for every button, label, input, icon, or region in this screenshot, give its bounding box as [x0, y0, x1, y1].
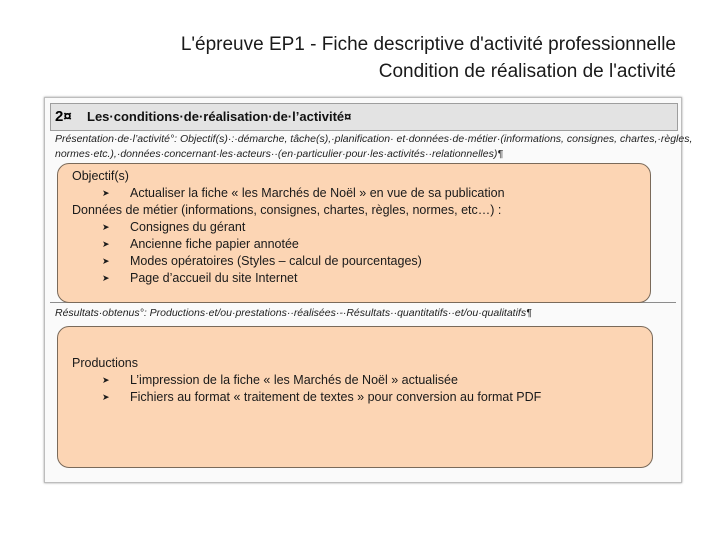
section-header [50, 103, 678, 131]
arrow-bullet-icon: ➤ [102, 222, 110, 232]
list-item: ➤ Page d’accueil du site Internet [102, 271, 298, 285]
presentation-line-2: normes·etc.),·données·concernant·les·acteurs··(en·particulier·pour·les·activités··relationnelles)¶ [55, 148, 503, 160]
productions-box [57, 326, 653, 468]
list-item: ➤ Modes opératoires (Styles – calcul de pourcentages) [102, 254, 422, 268]
arrow-bullet-icon: ➤ [102, 273, 110, 283]
slide-title-line2: Condition de réalisation de l'activité [378, 61, 676, 82]
data-heading: Données de métier (informations, consignes, chartes, règles, normes, etc…) : [72, 203, 502, 217]
productions-heading: Productions [72, 356, 139, 370]
objectives-box [57, 163, 651, 303]
presentation-line-1: Présentation·de·l’activité°: Objectif(s)·:·démarche, tâche(s),·planification· et·données·de·métier·(informations, consignes, chartes,·règles, [55, 133, 693, 145]
arrow-bullet-icon: ➤ [102, 239, 110, 249]
list-item: ➤ Consignes du gérant [102, 220, 246, 234]
section-number: 2¤ [55, 108, 72, 125]
list-item: ➤ Actualiser la fiche « les Marchés de Noël » en vue de sa publication [102, 186, 505, 200]
slide-title-line1: L'épreuve EP1 - Fiche descriptive d'activité professionnelle [180, 34, 676, 55]
arrow-bullet-icon: ➤ [102, 392, 110, 402]
arrow-bullet-icon: ➤ [102, 256, 110, 266]
list-item: ➤ Fichiers au format « traitement de textes » pour conversion au format PDF [102, 390, 542, 404]
objectives-heading: Objectif(s) [72, 169, 129, 183]
results-label: Résultats·obtenus°: Productions·et/ou·prestations··réalisées·-·Résultats··quantitatifs··et/ou·qualitatifs¶ [55, 307, 532, 319]
list-item: ➤ L’impression de la fiche « les Marchés de Noël » actualisée [102, 373, 458, 387]
arrow-bullet-icon: ➤ [102, 188, 110, 198]
arrow-bullet-icon: ➤ [102, 375, 110, 385]
section-title: Les·conditions·de·réalisation·de·l’activité¤ [87, 109, 352, 124]
list-item: ➤ Ancienne fiche papier annotée [102, 237, 299, 251]
